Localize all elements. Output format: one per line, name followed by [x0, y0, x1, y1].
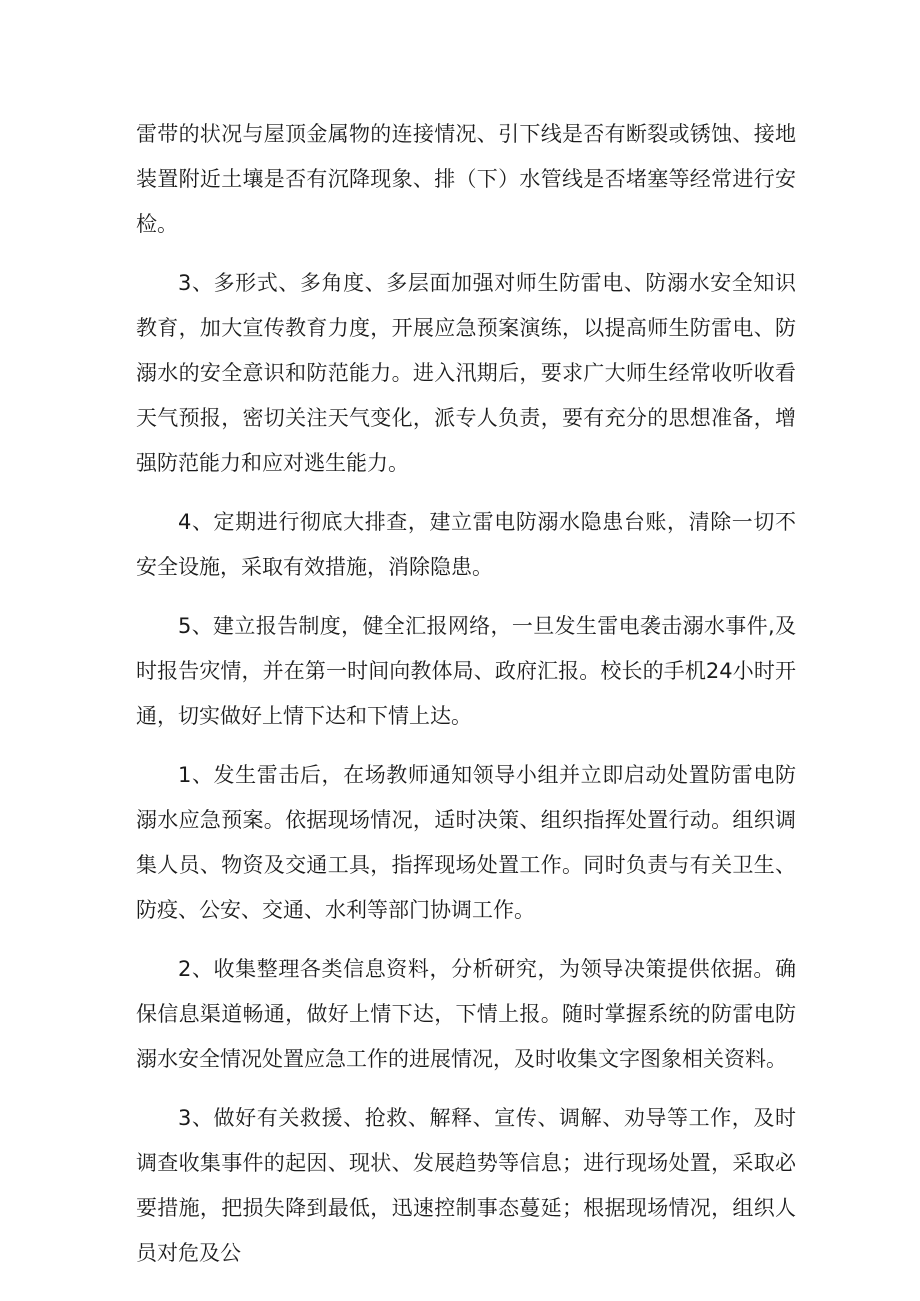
paragraph-4: 5、建立报告制度，健全汇报网络，一旦发生雷电袭击溺水事件,及时报告灾情，并在第一时间向教体局、政府汇报。校长的手机24小时开通，切实做好上情下达和下情上达。 [136, 614, 796, 728]
paragraph-5: 1、发生雷击后，在场教师通知领导小组并立即启动处置防雷电防溺水应急预案。依据现场情况，适时决策、组织指挥处置行动。组织调集人员、物资及交通工具，指挥现场处置工作。同时负责与有关卫生、防疫、公安、交通、水利等部门协调工作。 [136, 763, 796, 922]
paragraph-6: 2、收集整理各类信息资料，分析研究，为领导决策提供依据。确保信息渠道畅通，做好上情下达，下情上报。随时掌握系统的防雷电防溺水安全情况处置应急工作的进展情况，及时收集文字图象相关资料。 [136, 957, 796, 1071]
paragraph-7: 3、做好有关救援、抢救、解释、宣传、调解、劝导等工作，及时调查收集事件的起因、现状、发展趋势等信息；进行现场处置，采取必要措施，把损失降到最低，迅速控制事态蔓延；根据现场情况，组织人员对危及公 [136, 1106, 796, 1265]
paragraph-2: 3、多形式、多角度、多层面加强对师生防雷电、防溺水安全知识教育，加大宣传教育力度，开展应急预案演练，以提高师生防雷电、防溺水的安全意识和防范能力。进入汛期后，要求广大师生经常收听收看天气预报，密切关注天气变化，派专人负责，要有充分的思想准备，增强防范能力和应对逃生能力。 [136, 271, 796, 475]
paragraph-3: 4、定期进行彻底大排查，建立雷电防溺水隐患台账，清除一切不安全设施，采取有效措施，消除隐患。 [136, 510, 796, 579]
document-body [136, 112, 796, 1290]
paragraph-1: 雷带的状况与屋顶金属物的连接情况、引下线是否有断裂或锈蚀、接地装置附近土壤是否有沉降现象、排（下）水管线是否堵塞等经常进行安检。 [136, 122, 796, 236]
